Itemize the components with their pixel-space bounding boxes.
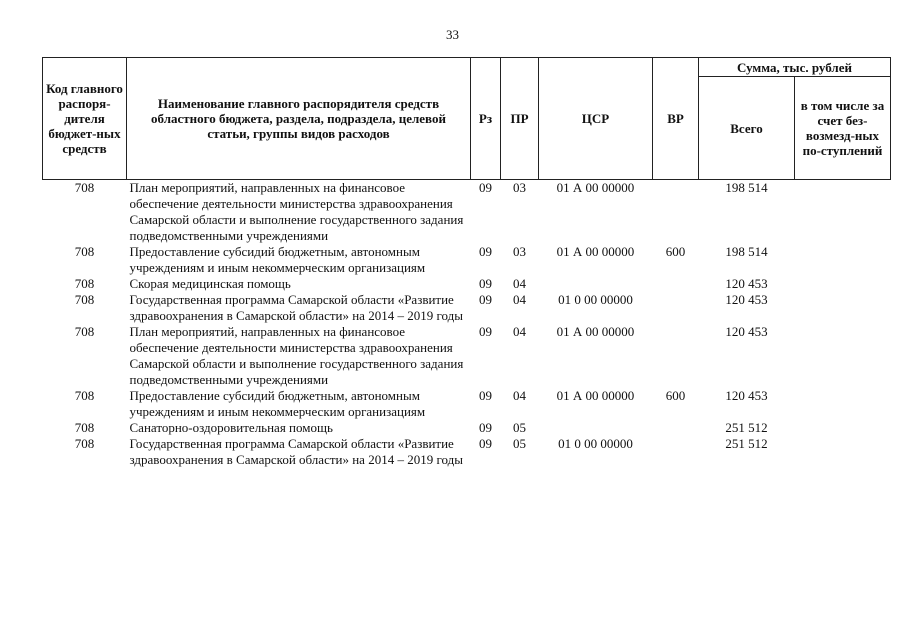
cell-csr (539, 276, 653, 292)
cell-pr: 05 (513, 436, 526, 451)
cell-csr: 01 0 00 00000 (558, 292, 633, 307)
cell-vr: 600 (665, 244, 686, 259)
table-row (43, 244, 891, 276)
table-row (43, 276, 891, 292)
cell-csr: 01 А 00 00000 (556, 180, 635, 195)
cell-vr (653, 276, 699, 292)
budget-table (42, 57, 891, 468)
header-code: Код главного распоря-дителя бюджет-ных средств (43, 58, 127, 180)
cell-vr (653, 180, 699, 245)
cell-code: 708 (74, 324, 95, 339)
cell-vr (653, 436, 699, 468)
cell-rz: 09 (479, 180, 492, 195)
cell-total: 198 514 (725, 244, 768, 259)
cell-code: 708 (74, 420, 95, 435)
cell-rz: 09 (479, 244, 492, 259)
cell-csr: 01 А 00 00000 (556, 388, 635, 403)
cell-grants (795, 276, 891, 292)
cell-name: Санаторно-оздоровительная помощь (129, 420, 333, 435)
header-pr: ПР (501, 58, 539, 180)
cell-pr: 03 (513, 244, 526, 259)
cell-vr: 600 (665, 388, 686, 403)
header-name: Наименование главного распорядителя средств областного бюджета, раздела, подраздела, целевой статьи, группы видов расходов (127, 58, 471, 180)
cell-pr: 03 (513, 180, 526, 195)
cell-name: План мероприятий, направленных на финансовое обеспечение деятельности министерства здравоохранения Самарской области и выполнение государственного задания подведомственными учреждениями (129, 180, 464, 243)
cell-grants (795, 436, 891, 468)
cell-pr: 05 (513, 420, 526, 435)
cell-total: 120 453 (725, 292, 768, 307)
header-sum-group: Сумма, тыс. рублей (699, 58, 891, 77)
cell-code: 708 (74, 436, 95, 451)
table-body (43, 180, 891, 469)
cell-grants (795, 180, 891, 245)
cell-name: Предоставление субсидий бюджетным, автономным учреждениям и иным некоммерческим организациям (129, 388, 426, 419)
cell-code: 708 (74, 276, 95, 291)
cell-csr: 01 0 00 00000 (558, 436, 633, 451)
page-number: 33 (446, 27, 459, 42)
table-row (43, 324, 891, 388)
cell-name: Государственная программа Самарской области «Развитие здравоохранения в Самарской области» на 2014 – 2019 годы (129, 436, 463, 467)
cell-name: Государственная программа Самарской области «Развитие здравоохранения в Самарской области» на 2014 – 2019 годы (129, 292, 463, 323)
cell-grants (795, 292, 891, 324)
table-row (43, 292, 891, 324)
cell-pr: 04 (513, 324, 526, 339)
cell-rz: 09 (479, 324, 492, 339)
cell-total: 251 512 (725, 420, 768, 435)
header-vr: ВР (653, 58, 699, 180)
cell-vr (653, 324, 699, 388)
cell-total: 120 453 (725, 324, 768, 339)
cell-code: 708 (74, 180, 95, 195)
cell-csr (539, 420, 653, 436)
cell-csr: 01 А 00 00000 (556, 244, 635, 259)
cell-rz: 09 (479, 420, 492, 435)
cell-csr: 01 А 00 00000 (556, 324, 635, 339)
cell-grants (795, 324, 891, 388)
cell-name: Скорая медицинская помощь (129, 276, 291, 291)
header-rz: Рз (471, 58, 501, 180)
cell-name: План мероприятий, направленных на финансовое обеспечение деятельности министерства здравоохранения Самарской области и выполнение государственного задания подведомственными учреждениями (129, 324, 464, 387)
cell-total: 120 453 (725, 388, 768, 403)
cell-name: Предоставление субсидий бюджетным, автономным учреждениям и иным некоммерческим организациям (129, 244, 426, 275)
header-total: Всего (699, 77, 795, 180)
cell-grants (795, 388, 891, 420)
cell-pr: 04 (513, 292, 526, 307)
cell-grants (795, 420, 891, 436)
header-grants: в том числе за счет без-возмезд-ных по-ступлений (795, 77, 891, 180)
cell-total: 251 512 (725, 436, 768, 451)
cell-code: 708 (74, 388, 95, 403)
header-csr: ЦСР (539, 58, 653, 180)
cell-rz: 09 (479, 388, 492, 403)
table-row (43, 420, 891, 436)
cell-total: 120 453 (725, 276, 768, 291)
cell-total: 198 514 (725, 180, 768, 195)
cell-code: 708 (74, 244, 95, 259)
cell-rz: 09 (479, 436, 492, 451)
cell-vr (653, 292, 699, 324)
cell-pr: 04 (513, 276, 526, 291)
cell-vr (653, 420, 699, 436)
cell-pr: 04 (513, 388, 526, 403)
table-header (43, 58, 891, 180)
table-row (43, 436, 891, 468)
table-row (43, 388, 891, 420)
cell-rz: 09 (479, 276, 492, 291)
cell-rz: 09 (479, 292, 492, 307)
cell-grants (795, 244, 891, 276)
table-row (43, 180, 891, 245)
cell-code: 708 (74, 292, 95, 307)
